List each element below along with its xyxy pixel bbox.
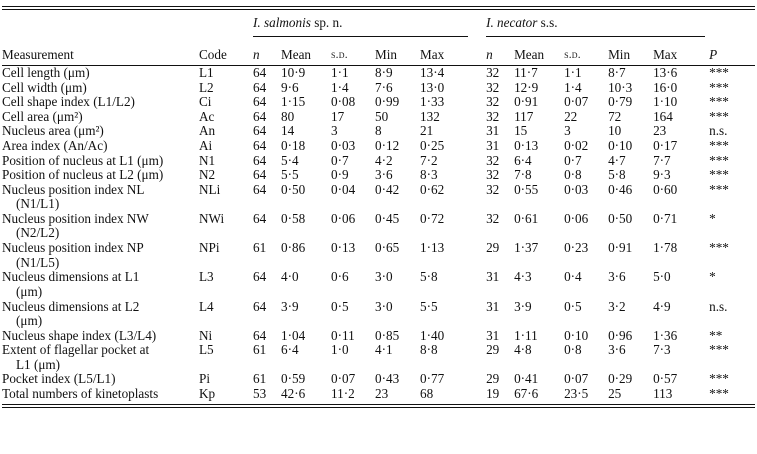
min-cell-necator: 0·96 bbox=[608, 328, 633, 343]
mean-cell-necator: 4·8 bbox=[514, 343, 532, 358]
mean-cell-salmonis: 0·58 bbox=[281, 211, 306, 226]
max-cell-salmonis: 0·62 bbox=[420, 182, 445, 197]
measurement-label-cont: (N1/L5) bbox=[16, 254, 60, 270]
mean-cell-necator: 67·6 bbox=[514, 387, 539, 402]
min-cell-salmonis: 50 bbox=[375, 109, 389, 124]
max-cell-necator: 113 bbox=[653, 387, 673, 402]
mean-cell-necator: 3·9 bbox=[514, 299, 532, 314]
mean-cell-salmonis: 1·15 bbox=[281, 95, 306, 110]
table-row bbox=[2, 139, 755, 154]
mean-cell-salmonis: 9·6 bbox=[281, 80, 299, 95]
top-rule bbox=[2, 6, 755, 7]
code-cell: L4 bbox=[199, 299, 214, 314]
n-cell-salmonis: 64 bbox=[253, 182, 267, 197]
table-row bbox=[2, 212, 755, 241]
measurement-cell bbox=[2, 343, 199, 372]
col-min-a: Min bbox=[375, 46, 397, 62]
max-cell-necator: 1·10 bbox=[653, 95, 678, 110]
group-header-row bbox=[2, 10, 755, 37]
measurement-table bbox=[2, 10, 755, 402]
max-cell-salmonis: 132 bbox=[420, 109, 440, 124]
mean-cell-salmonis: 4·0 bbox=[281, 270, 299, 285]
mean-cell-necator: 0·55 bbox=[514, 182, 539, 197]
max-cell-necator: 0·57 bbox=[653, 372, 678, 387]
min-cell-salmonis: 3·6 bbox=[375, 168, 393, 183]
code-cell: L3 bbox=[199, 270, 214, 285]
measurement-cell bbox=[2, 124, 199, 139]
bottom-rule bbox=[2, 404, 755, 405]
table-row bbox=[2, 343, 755, 372]
mean-cell-necator: 117 bbox=[514, 109, 534, 124]
col-sd-a: s.d. bbox=[331, 48, 348, 61]
max-cell-necator: 9·3 bbox=[653, 168, 671, 183]
min-cell-necator: 8·7 bbox=[608, 65, 626, 80]
sd-cell-salmonis: 0·08 bbox=[331, 95, 356, 110]
code-cell: NPi bbox=[199, 241, 220, 256]
n-cell-necator: 31 bbox=[486, 124, 500, 139]
max-cell-salmonis: 8·3 bbox=[420, 168, 438, 183]
sd-cell-salmonis: 3 bbox=[331, 124, 338, 139]
mean-cell-salmonis: 0·18 bbox=[281, 138, 306, 153]
measurement-label: Total numbers of kinetoplasts bbox=[2, 387, 159, 402]
mean-cell-salmonis: 5·4 bbox=[281, 153, 299, 168]
col-sd-b: s.d. bbox=[564, 48, 581, 61]
min-cell-necator: 25 bbox=[608, 387, 622, 402]
min-cell-necator: 72 bbox=[608, 109, 622, 124]
min-cell-salmonis: 8·9 bbox=[375, 65, 393, 80]
min-cell-salmonis: 4·1 bbox=[375, 343, 393, 358]
table-row bbox=[2, 154, 755, 169]
code-cell: Ai bbox=[199, 138, 213, 153]
sd-cell-salmonis: 0·06 bbox=[331, 211, 356, 226]
n-cell-necator: 29 bbox=[486, 241, 500, 256]
sd-cell-salmonis: 1·4 bbox=[331, 80, 349, 95]
measurement-cell bbox=[2, 372, 199, 387]
sd-cell-necator: 22 bbox=[564, 109, 578, 124]
col-measurement: Measurement bbox=[2, 46, 74, 62]
max-cell-salmonis: 13·4 bbox=[420, 65, 445, 80]
mean-cell-salmonis: 10·9 bbox=[281, 65, 306, 80]
p-cell: n.s. bbox=[709, 299, 728, 314]
min-cell-necator: 0·91 bbox=[608, 241, 633, 256]
code-cell: N1 bbox=[199, 153, 216, 168]
sd-cell-necator: 0·06 bbox=[564, 211, 589, 226]
sd-cell-salmonis: 0·9 bbox=[331, 168, 349, 183]
group-necator-name: I. necator bbox=[486, 15, 538, 30]
p-cell: *** bbox=[709, 343, 729, 358]
measurement-cell bbox=[2, 300, 199, 329]
p-cell: *** bbox=[709, 241, 729, 256]
p-cell: *** bbox=[709, 168, 729, 183]
n-cell-necator: 19 bbox=[486, 387, 500, 402]
sd-cell-salmonis: 17 bbox=[331, 109, 345, 124]
min-cell-necator: 3·6 bbox=[608, 270, 626, 285]
measurement-cell bbox=[2, 183, 199, 212]
max-cell-salmonis: 0·72 bbox=[420, 211, 445, 226]
max-cell-salmonis: 1·33 bbox=[420, 95, 445, 110]
n-cell-salmonis: 61 bbox=[253, 372, 267, 387]
max-cell-salmonis: 7·2 bbox=[420, 153, 438, 168]
mean-cell-necator: 0·41 bbox=[514, 372, 539, 387]
code-cell: Kp bbox=[199, 387, 216, 402]
sd-cell-necator: 0·07 bbox=[564, 95, 589, 110]
sd-cell-salmonis: 0·7 bbox=[331, 153, 349, 168]
max-cell-salmonis: 5·8 bbox=[420, 270, 438, 285]
n-cell-necator: 32 bbox=[486, 80, 500, 95]
max-cell-salmonis: 5·5 bbox=[420, 299, 438, 314]
sd-cell-necator: 0·03 bbox=[564, 182, 589, 197]
n-cell-necator: 32 bbox=[486, 211, 500, 226]
mean-cell-necator: 0·61 bbox=[514, 211, 539, 226]
max-cell-salmonis: 1·40 bbox=[420, 328, 445, 343]
n-cell-salmonis: 61 bbox=[253, 241, 267, 256]
sd-cell-salmonis: 0·07 bbox=[331, 372, 356, 387]
code-cell: L2 bbox=[199, 80, 214, 95]
min-cell-necator: 0·79 bbox=[608, 95, 633, 110]
max-cell-salmonis: 0·77 bbox=[420, 372, 445, 387]
n-cell-necator: 31 bbox=[486, 138, 500, 153]
measurement-label: Nucleus shape index (L3/L4) bbox=[2, 328, 157, 343]
sd-cell-necator: 1·4 bbox=[564, 80, 582, 95]
sd-cell-salmonis: 0·11 bbox=[331, 328, 355, 343]
mean-cell-necator: 1·37 bbox=[514, 241, 539, 256]
measurement-cell bbox=[2, 387, 199, 402]
code-cell: L5 bbox=[199, 343, 214, 358]
bottom-rule-2 bbox=[2, 407, 755, 408]
n-cell-salmonis: 53 bbox=[253, 387, 267, 402]
max-cell-salmonis: 0·25 bbox=[420, 138, 445, 153]
col-n-b: n bbox=[486, 46, 493, 62]
min-cell-necator: 5·8 bbox=[608, 168, 626, 183]
table-row bbox=[2, 183, 755, 212]
max-cell-necator: 164 bbox=[653, 109, 673, 124]
min-cell-necator: 0·50 bbox=[608, 211, 633, 226]
sd-cell-salmonis: 0·6 bbox=[331, 270, 349, 285]
sd-cell-necator: 0·02 bbox=[564, 138, 589, 153]
measurement-cell bbox=[2, 154, 199, 169]
measurement-label: Nucleus position index NP bbox=[2, 241, 144, 256]
max-cell-necator: 13·6 bbox=[653, 65, 678, 80]
min-cell-salmonis: 0·65 bbox=[375, 241, 400, 256]
col-code: Code bbox=[199, 46, 227, 62]
measurement-label: Nucleus dimensions at L1 bbox=[2, 270, 140, 285]
measurement-label: Position of nucleus at L1 (μm) bbox=[2, 153, 164, 168]
p-cell: *** bbox=[709, 65, 729, 80]
p-cell: * bbox=[709, 270, 716, 285]
column-header-row bbox=[2, 37, 755, 65]
table-row bbox=[2, 300, 755, 329]
n-cell-salmonis: 64 bbox=[253, 124, 267, 139]
min-cell-necator: 4·7 bbox=[608, 153, 626, 168]
n-cell-necator: 31 bbox=[486, 270, 500, 285]
table-row bbox=[2, 66, 755, 81]
min-cell-necator: 0·29 bbox=[608, 372, 633, 387]
code-cell: Ni bbox=[199, 328, 213, 343]
measurement-label: Cell shape index (L1/L2) bbox=[2, 95, 135, 110]
sd-cell-necator: 0·8 bbox=[564, 343, 582, 358]
max-cell-salmonis: 21 bbox=[420, 124, 434, 139]
p-cell: * bbox=[709, 211, 716, 226]
measurement-label: Nucleus position index NL bbox=[2, 182, 145, 197]
min-cell-salmonis: 0·12 bbox=[375, 138, 400, 153]
measurement-label: Nucleus position index NW bbox=[2, 211, 149, 226]
min-cell-necator: 10·3 bbox=[608, 80, 633, 95]
group-salmonis bbox=[253, 10, 486, 37]
n-cell-salmonis: 64 bbox=[253, 211, 267, 226]
measurement-cell bbox=[2, 270, 199, 299]
n-cell-salmonis: 64 bbox=[253, 299, 267, 314]
max-cell-necator: 7·7 bbox=[653, 153, 671, 168]
p-cell: *** bbox=[709, 80, 729, 95]
n-cell-necator: 31 bbox=[486, 328, 500, 343]
max-cell-necator: 1·36 bbox=[653, 328, 678, 343]
min-cell-necator: 3·6 bbox=[608, 343, 626, 358]
measurement-label: Cell width (μm) bbox=[2, 80, 87, 95]
code-cell: Pi bbox=[199, 372, 210, 387]
measurement-cell bbox=[2, 329, 199, 344]
sd-cell-salmonis: 0·03 bbox=[331, 138, 356, 153]
n-cell-necator: 32 bbox=[486, 182, 500, 197]
p-cell: ** bbox=[709, 328, 723, 343]
measurement-label-cont: (μm) bbox=[16, 313, 43, 328]
measurement-label: Nucleus dimensions at L2 bbox=[2, 299, 140, 314]
sd-cell-necator: 0·5 bbox=[564, 299, 582, 314]
mean-cell-necator: 0·13 bbox=[514, 138, 539, 153]
code-cell: NWi bbox=[199, 211, 225, 226]
max-cell-salmonis: 1·13 bbox=[420, 241, 445, 256]
max-cell-necator: 5·0 bbox=[653, 270, 671, 285]
n-cell-salmonis: 64 bbox=[253, 153, 267, 168]
mean-cell-salmonis: 0·59 bbox=[281, 372, 306, 387]
table-row bbox=[2, 81, 755, 96]
sd-cell-salmonis: 1·0 bbox=[331, 343, 349, 358]
max-cell-necator: 4·9 bbox=[653, 299, 671, 314]
min-cell-necator: 10 bbox=[608, 124, 622, 139]
table-row bbox=[2, 124, 755, 139]
col-min-b: Min bbox=[608, 46, 631, 62]
min-cell-salmonis: 23 bbox=[375, 387, 389, 402]
table-row bbox=[2, 329, 755, 344]
table-row bbox=[2, 270, 755, 299]
min-cell-necator: 0·46 bbox=[608, 182, 633, 197]
n-cell-salmonis: 64 bbox=[253, 168, 267, 183]
mean-cell-necator: 6·4 bbox=[514, 153, 532, 168]
code-cell: NLi bbox=[199, 182, 221, 197]
code-cell: An bbox=[199, 124, 216, 139]
table-row bbox=[2, 372, 755, 387]
sd-cell-necator: 0·7 bbox=[564, 153, 582, 168]
measurement-label: Cell area (μm²) bbox=[2, 109, 83, 124]
p-cell: n.s. bbox=[709, 124, 728, 139]
code-cell: L1 bbox=[199, 65, 214, 80]
measurement-cell bbox=[2, 66, 199, 81]
min-cell-salmonis: 4·2 bbox=[375, 153, 393, 168]
max-cell-salmonis: 8·8 bbox=[420, 343, 438, 358]
sd-cell-necator: 0·4 bbox=[564, 270, 582, 285]
min-cell-salmonis: 0·99 bbox=[375, 95, 400, 110]
col-mean-a: Mean bbox=[281, 46, 312, 62]
mean-cell-necator: 4·3 bbox=[514, 270, 532, 285]
mean-cell-necator: 11·7 bbox=[514, 65, 538, 80]
measurement-cell bbox=[2, 212, 199, 241]
measurement-label-cont: (N1/L1) bbox=[16, 196, 60, 212]
mean-cell-necator: 0·91 bbox=[514, 95, 539, 110]
mean-cell-salmonis: 14 bbox=[281, 124, 295, 139]
measurement-cell bbox=[2, 139, 199, 154]
measurement-label-cont: (μm) bbox=[16, 283, 43, 299]
code-cell: Ci bbox=[199, 95, 212, 110]
sd-cell-necator: 1·1 bbox=[564, 65, 582, 80]
mean-cell-salmonis: 6·4 bbox=[281, 343, 299, 358]
n-cell-necator: 29 bbox=[486, 372, 500, 387]
sd-cell-necator: 0·8 bbox=[564, 168, 582, 183]
max-cell-necator: 0·60 bbox=[653, 182, 678, 197]
p-cell: *** bbox=[709, 109, 729, 124]
measurement-label-cont: L1 (μm) bbox=[16, 356, 61, 372]
p-cell: *** bbox=[709, 153, 729, 168]
measurement-cell bbox=[2, 81, 199, 96]
measurement-cell bbox=[2, 168, 199, 183]
sd-cell-salmonis: 0·13 bbox=[331, 241, 356, 256]
n-cell-necator: 32 bbox=[486, 153, 500, 168]
p-cell: *** bbox=[709, 95, 729, 110]
table-row bbox=[2, 241, 755, 270]
n-cell-salmonis: 64 bbox=[253, 65, 267, 80]
max-cell-necator: 0·71 bbox=[653, 211, 678, 226]
table-row bbox=[2, 168, 755, 183]
measurement-label: Pocket index (L5/L1) bbox=[2, 372, 116, 387]
mean-cell-salmonis: 80 bbox=[281, 109, 295, 124]
n-cell-salmonis: 64 bbox=[253, 95, 267, 110]
sd-cell-necator: 0·23 bbox=[564, 241, 589, 256]
min-cell-salmonis: 0·85 bbox=[375, 328, 400, 343]
group-necator-suffix: s.s. bbox=[537, 15, 558, 30]
col-n-a: n bbox=[253, 46, 260, 62]
n-cell-salmonis: 64 bbox=[253, 109, 267, 124]
n-cell-necator: 29 bbox=[486, 343, 500, 358]
table-body bbox=[2, 66, 755, 402]
max-cell-necator: 23 bbox=[653, 124, 667, 139]
sd-cell-necator: 0·07 bbox=[564, 372, 589, 387]
max-cell-necator: 7·3 bbox=[653, 343, 671, 358]
mean-cell-salmonis: 5·5 bbox=[281, 168, 299, 183]
table-row bbox=[2, 95, 755, 110]
sd-cell-salmonis: 11·2 bbox=[331, 387, 355, 402]
group-necator bbox=[486, 10, 709, 37]
p-cell: *** bbox=[709, 138, 729, 153]
col-max-b: Max bbox=[653, 46, 678, 62]
measurement-cell bbox=[2, 241, 199, 270]
max-cell-necator: 1·78 bbox=[653, 241, 678, 256]
table-row bbox=[2, 387, 755, 402]
mean-cell-salmonis: 3·9 bbox=[281, 299, 299, 314]
min-cell-salmonis: 0·42 bbox=[375, 182, 400, 197]
col-p: P bbox=[709, 46, 718, 62]
min-cell-salmonis: 0·45 bbox=[375, 211, 400, 226]
measurement-label: Position of nucleus at L2 (μm) bbox=[2, 168, 164, 183]
n-cell-salmonis: 61 bbox=[253, 343, 267, 358]
n-cell-necator: 31 bbox=[486, 299, 500, 314]
col-mean-b: Mean bbox=[514, 46, 545, 62]
mean-cell-salmonis: 1·04 bbox=[281, 328, 306, 343]
group-salmonis-name: I. salmonis bbox=[253, 15, 311, 30]
measurement-cell bbox=[2, 110, 199, 125]
measurement-label: Extent of flagellar pocket at bbox=[2, 343, 150, 358]
n-cell-salmonis: 64 bbox=[253, 270, 267, 285]
measurement-cell bbox=[2, 95, 199, 110]
group-salmonis-suffix: sp. n. bbox=[310, 15, 343, 30]
n-cell-necator: 32 bbox=[486, 95, 500, 110]
n-cell-necator: 32 bbox=[486, 109, 500, 124]
measurement-label: Nucleus area (μm²) bbox=[2, 124, 104, 139]
min-cell-salmonis: 3·0 bbox=[375, 299, 393, 314]
code-cell: Ac bbox=[199, 109, 215, 124]
measurement-label-cont: (N2/L2) bbox=[16, 225, 60, 241]
min-cell-salmonis: 8 bbox=[375, 124, 382, 139]
max-cell-salmonis: 68 bbox=[420, 387, 434, 402]
n-cell-necator: 32 bbox=[486, 168, 500, 183]
sd-cell-necator: 0·10 bbox=[564, 328, 589, 343]
n-cell-salmonis: 64 bbox=[253, 80, 267, 95]
table-row bbox=[2, 110, 755, 125]
max-cell-salmonis: 13·0 bbox=[420, 80, 445, 95]
sd-cell-salmonis: 0·04 bbox=[331, 182, 356, 197]
p-cell: *** bbox=[709, 182, 729, 197]
mean-cell-necator: 12·9 bbox=[514, 80, 539, 95]
n-cell-salmonis: 64 bbox=[253, 138, 267, 153]
code-cell: N2 bbox=[199, 168, 216, 183]
min-cell-necator: 3·2 bbox=[608, 299, 626, 314]
sd-cell-salmonis: 1·1 bbox=[331, 65, 349, 80]
n-cell-necator: 32 bbox=[486, 65, 500, 80]
col-max-a: Max bbox=[420, 46, 445, 62]
sd-cell-necator: 3 bbox=[564, 124, 571, 139]
mean-cell-necator: 1·11 bbox=[514, 328, 538, 343]
sd-cell-salmonis: 0·5 bbox=[331, 299, 349, 314]
mean-cell-necator: 7·8 bbox=[514, 168, 532, 183]
max-cell-necator: 16·0 bbox=[653, 80, 678, 95]
min-cell-necator: 0·10 bbox=[608, 138, 633, 153]
min-cell-salmonis: 0·43 bbox=[375, 372, 400, 387]
mean-cell-necator: 15 bbox=[514, 124, 528, 139]
p-cell: *** bbox=[709, 372, 729, 387]
measurement-label: Area index (An/Ac) bbox=[2, 138, 108, 153]
mean-cell-salmonis: 0·50 bbox=[281, 182, 306, 197]
sd-cell-necator: 23·5 bbox=[564, 387, 589, 402]
p-cell: *** bbox=[709, 387, 729, 402]
max-cell-necator: 0·17 bbox=[653, 138, 678, 153]
n-cell-salmonis: 64 bbox=[253, 328, 267, 343]
measurement-label: Cell length (μm) bbox=[2, 65, 90, 80]
mean-cell-salmonis: 42·6 bbox=[281, 387, 306, 402]
min-cell-salmonis: 7·6 bbox=[375, 80, 393, 95]
min-cell-salmonis: 3·0 bbox=[375, 270, 393, 285]
mean-cell-salmonis: 0·86 bbox=[281, 241, 306, 256]
